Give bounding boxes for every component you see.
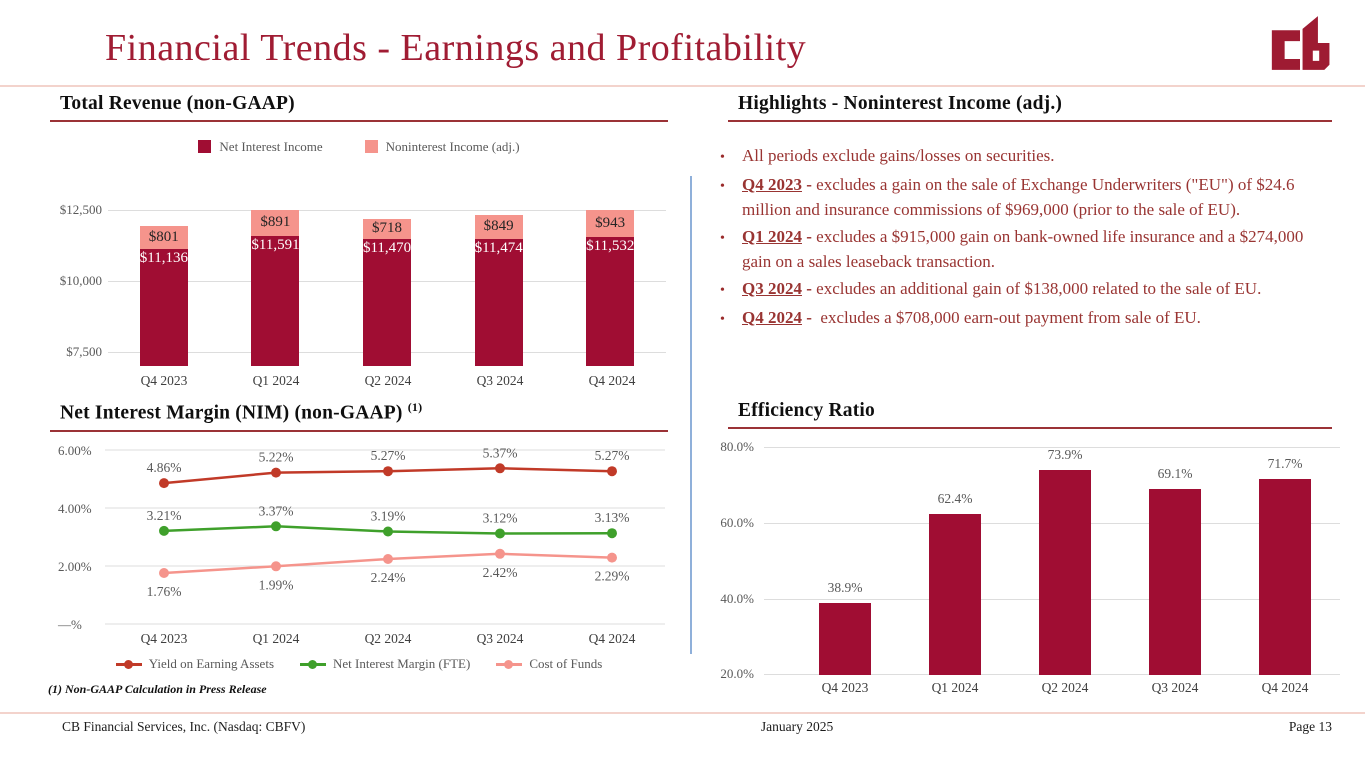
data-point <box>159 568 169 578</box>
revenue-chart <box>50 201 668 366</box>
x-axis-label: Q4 2023 <box>140 631 188 646</box>
noninterest-income-segment: $891 <box>251 210 299 235</box>
legend-item: Net Interest Margin (FTE) <box>300 656 470 672</box>
page-title: Financial Trends - Earnings and Profitability <box>105 27 807 69</box>
y-axis-tick: 40.0% <box>720 591 754 606</box>
data-point <box>271 561 281 571</box>
legend-item: Net Interest Income <box>198 139 322 155</box>
footer-page: Page 13 <box>1288 719 1332 734</box>
efficiency-bar <box>1259 479 1311 675</box>
x-axis-label: Q2 2024 <box>364 373 412 388</box>
bullet-quarter-label: Q4 2023 <box>742 175 802 194</box>
noninterest-income-segment: $718 <box>363 219 411 239</box>
highlight-bullet <box>720 224 1336 274</box>
efficiency-bar <box>1039 470 1091 675</box>
column-divider <box>690 176 692 654</box>
data-point <box>159 526 169 536</box>
revenue-bars <box>108 204 666 366</box>
section-efficiency <box>728 400 1332 429</box>
data-point <box>495 529 505 539</box>
data-point-label: 5.27% <box>594 448 630 464</box>
highlight-bullet <box>720 143 1336 170</box>
legend-swatch-icon <box>198 140 211 153</box>
efficiency-bar <box>1149 489 1201 676</box>
efficiency-x-axis <box>790 680 1340 696</box>
bar-value-label: 73.9% <box>1047 447 1083 463</box>
bullet-separator: - <box>801 227 817 246</box>
footer <box>0 719 1365 735</box>
total-revenue-heading: Total Revenue (non-GAAP) <box>50 93 668 122</box>
data-point-label: 2.24% <box>370 570 406 585</box>
x-axis-label: Q1 2024 <box>931 680 979 695</box>
nim-chart <box>50 436 668 651</box>
net-interest-income-segment: $11,474 <box>475 239 523 366</box>
x-axis-label: Q2 2024 <box>364 631 412 646</box>
bar-slot <box>220 204 332 366</box>
bullet-body: excludes a $915,000 gain on bank-owned life insurance and a $274,000 gain on a sales leaseback transaction. <box>742 227 1304 271</box>
footer-company: CB Financial Services, Inc. (Nasdaq: CBFV) <box>62 719 306 734</box>
bullet-separator: - <box>801 175 817 194</box>
data-point-label: 3.19% <box>370 508 406 524</box>
data-point-label: 3.21% <box>146 507 182 523</box>
bar-slot <box>1120 430 1230 675</box>
data-point <box>159 478 169 488</box>
bullet-body: excludes an additional gain of $138,000 related to the sale of EU. <box>816 279 1262 298</box>
net-interest-income-segment: $11,532 <box>586 237 634 366</box>
efficiency-bar <box>819 603 871 675</box>
data-point <box>271 468 281 478</box>
legend-line-marker-icon <box>496 660 522 669</box>
footnote: (1) Non-GAAP Calculation in Press Release <box>48 682 267 696</box>
footer-divider <box>0 712 1365 714</box>
efficiency-bar <box>929 514 981 675</box>
data-point-label: 3.12% <box>482 510 518 526</box>
x-axis-label: Q4 2023 <box>140 373 188 388</box>
revenue-bar <box>251 210 299 366</box>
section-total-revenue <box>50 93 668 122</box>
highlights-list <box>720 143 1336 334</box>
y-axis-tick: 6.00% <box>58 443 92 458</box>
legend-item: Cost of Funds <box>496 656 602 672</box>
bar-slot <box>331 204 443 366</box>
efficiency-bars <box>790 430 1340 675</box>
cb-logo-icon <box>1268 14 1332 72</box>
x-axis-label: Q4 2024 <box>588 631 636 646</box>
x-axis-label: Q1 2024 <box>252 373 300 388</box>
revenue-x-axis <box>108 373 668 389</box>
noninterest-income-segment: $801 <box>140 226 188 249</box>
bullet-text <box>742 172 1336 222</box>
data-point-label: 1.76% <box>146 584 182 599</box>
y-axis-tick: $7,500 <box>66 343 102 359</box>
legend-line-marker-icon <box>116 660 142 669</box>
legend-item: Noninterest Income (adj.) <box>365 139 520 155</box>
revenue-bar <box>363 219 411 366</box>
data-point-label: 4.86% <box>146 460 182 476</box>
bar-slot <box>1010 430 1120 675</box>
bullet-icon: • <box>720 150 725 165</box>
data-point-label: 5.22% <box>258 449 294 465</box>
bar-value-label: 62.4% <box>937 490 973 506</box>
x-axis-label: Q3 2024 <box>476 631 524 646</box>
cb-monogram-icon <box>1268 14 1332 72</box>
legend-item: Yield on Earning Assets <box>116 656 274 672</box>
data-point-label: 2.29% <box>594 568 630 584</box>
legend-line-marker-icon <box>300 660 326 669</box>
x-axis-label: Q1 2024 <box>252 631 300 646</box>
data-point <box>271 521 281 531</box>
y-axis-tick: 80.0% <box>720 439 754 455</box>
highlights-heading: Highlights - Noninterest Income (adj.) <box>728 93 1332 122</box>
bullet-quarter-label: Q1 2024 <box>742 227 802 246</box>
y-axis-tick: —% <box>58 617 82 632</box>
bullet-text <box>742 276 1336 303</box>
bullet-text <box>742 143 1336 170</box>
nim-heading-text: Net Interest Margin (NIM) (non-GAAP) <box>60 402 403 424</box>
bullet-quarter-label: Q3 2024 <box>742 279 802 298</box>
data-point <box>495 463 505 473</box>
bullet-separator: - <box>801 308 821 327</box>
data-point-label: 3.13% <box>594 510 630 526</box>
y-axis-tick: 60.0% <box>720 515 754 531</box>
footer-date: January 2025 <box>760 719 834 734</box>
bullet-icon: • <box>720 283 725 298</box>
y-axis-tick: 20.0% <box>720 666 754 681</box>
x-axis-label: Q3 2024 <box>1151 680 1199 695</box>
x-axis-label: Q4 2023 <box>821 680 869 695</box>
bar-value-label: 69.1% <box>1157 465 1193 481</box>
data-point <box>607 553 617 563</box>
y-axis-tick: $12,500 <box>59 201 102 217</box>
data-point-label: 1.99% <box>258 577 294 593</box>
bar-slot <box>554 204 666 366</box>
net-interest-income-segment: $11,470 <box>363 239 411 366</box>
section-highlights <box>728 93 1332 122</box>
data-point <box>607 466 617 476</box>
data-point <box>383 527 393 537</box>
data-point-label: 5.37% <box>482 445 518 461</box>
y-axis-tick: 4.00% <box>58 501 92 516</box>
data-point <box>495 549 505 559</box>
y-axis-tick: $10,000 <box>59 272 102 288</box>
bullet-icon: • <box>720 179 725 194</box>
nim-heading <box>50 400 668 432</box>
net-interest-income-segment: $11,591 <box>251 236 299 367</box>
noninterest-income-segment: $849 <box>475 215 523 239</box>
efficiency-heading: Efficiency Ratio <box>728 400 1332 429</box>
x-axis-label: Q3 2024 <box>476 373 524 388</box>
data-point <box>607 528 617 538</box>
bar-slot <box>1230 430 1340 675</box>
bar-value-label: 71.7% <box>1267 455 1303 471</box>
highlight-bullet <box>720 305 1336 332</box>
revenue-bar <box>586 210 634 366</box>
x-axis-label: Q4 2024 <box>1261 680 1309 695</box>
bullet-separator: - <box>801 279 817 298</box>
bar-slot <box>443 204 555 366</box>
nim-heading-footref: (1) <box>407 400 423 414</box>
revenue-legend <box>50 139 668 155</box>
bar-slot <box>790 430 900 675</box>
data-point-label: 2.42% <box>482 564 518 580</box>
bullet-body: excludes a gain on the sale of Exchange Underwriters ("EU") of $24.6 million and insurance commissions of $969,000 (prior to the sale of EU). <box>742 175 1295 219</box>
data-point-label: 3.37% <box>258 503 294 519</box>
highlight-bullet <box>720 172 1336 222</box>
bullet-text <box>742 224 1336 274</box>
bullet-quarter-label: Q4 2024 <box>742 308 802 327</box>
bar-value-label: 38.9% <box>827 580 863 596</box>
bullet-icon: • <box>720 231 725 246</box>
nim-legend <box>50 656 668 672</box>
bullet-icon: • <box>720 312 725 327</box>
bar-slot <box>108 204 220 366</box>
data-point <box>383 466 393 476</box>
bullet-body: excludes a $708,000 earn-out payment from sale of EU. <box>820 308 1201 327</box>
title-divider <box>0 85 1365 87</box>
bar-slot <box>900 430 1010 675</box>
revenue-bar <box>475 215 523 366</box>
section-nim <box>50 400 668 432</box>
legend-swatch-icon <box>365 140 378 153</box>
noninterest-income-segment: $943 <box>586 210 634 237</box>
bullet-text <box>742 305 1336 332</box>
y-axis-tick: 2.00% <box>58 559 92 574</box>
net-interest-income-segment: $11,136 <box>140 249 188 367</box>
efficiency-chart <box>700 430 1340 681</box>
x-axis-label: Q4 2024 <box>588 373 636 388</box>
highlight-bullet <box>720 276 1336 303</box>
bullet-body: All periods exclude gains/losses on securities. <box>742 146 1055 165</box>
x-axis-label: Q2 2024 <box>1041 680 1089 695</box>
data-point <box>383 554 393 564</box>
revenue-bar <box>140 226 188 366</box>
data-point-label: 5.27% <box>370 448 406 464</box>
